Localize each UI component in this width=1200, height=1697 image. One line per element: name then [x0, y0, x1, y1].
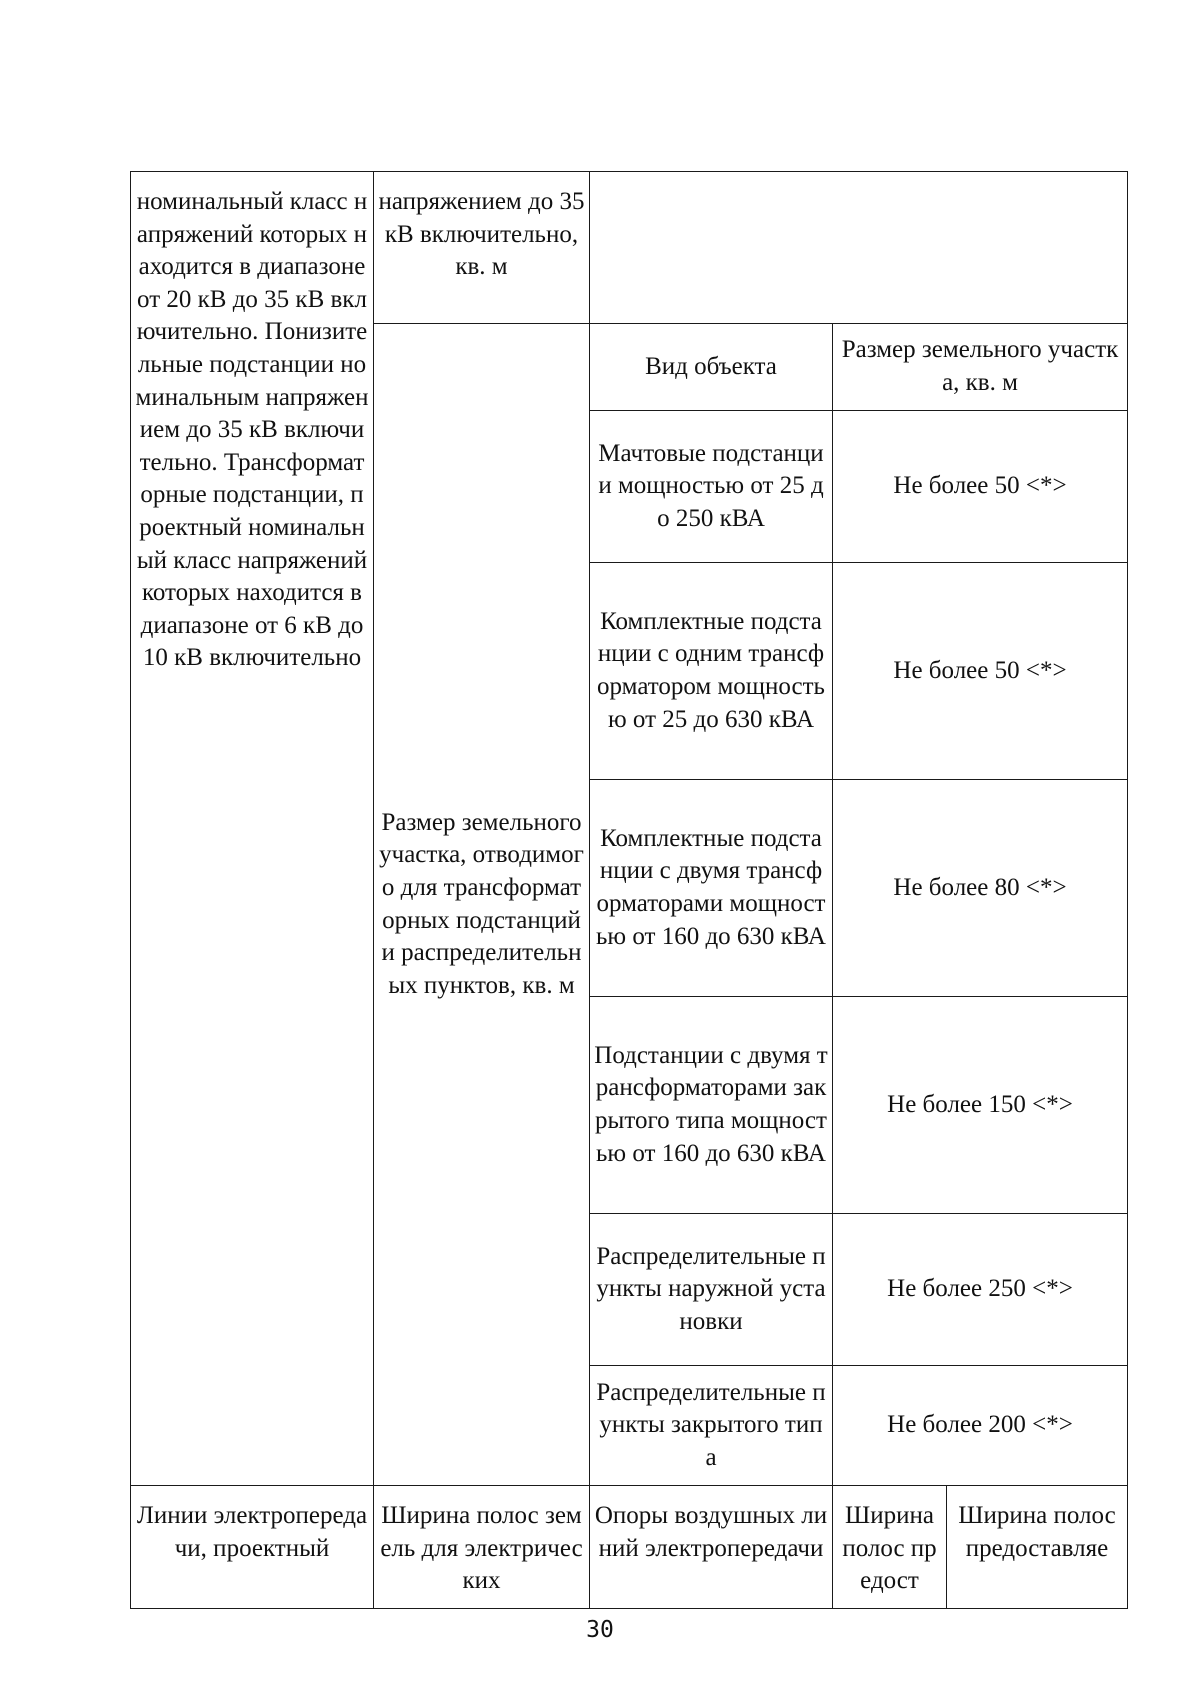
strip-width-short-cell: Ширина полос предост — [833, 1486, 947, 1609]
plot-size-cell: Не более 50 <*> — [833, 411, 1128, 563]
voltage-continuation-cell: напряжением до 35 кВ включительно, кв. м — [374, 172, 590, 324]
object-type-cell: Распределительные пункты наружной установки — [590, 1214, 833, 1366]
object-type-cell: Мачтовые подстанции мощностью от 25 до 250 кВА — [590, 411, 833, 563]
overhead-supports-cell: Опоры воздушных линий электропередачи — [590, 1486, 833, 1609]
object-type-cell: Комплектные подстанции с двумя трансформаторами мощностью от 160 до 630 кВА — [590, 780, 833, 997]
strip-width-provision-cell: Ширина полос предоставляе — [947, 1486, 1128, 1609]
object-category-cell: номинальный класс напряжений которых находится в диапазоне от 20 кВ до 35 кВ включительно. Понизительные подстанции номинальным напряжением до 35 кВ включительно. Трансформаторные подстанции, проектный номинальный класс напряжений которых находится в диапазоне от 6 кВ до 10 кВ включительно — [131, 172, 374, 1486]
plot-size-header: Размер земельного участка, кв. м — [833, 324, 1128, 411]
land-plot-table — [130, 171, 1128, 1609]
empty-cell — [590, 172, 1128, 324]
plot-size-cell: Не более 150 <*> — [833, 997, 1128, 1214]
object-type-header: Вид объекта — [590, 324, 833, 411]
plot-size-cell: Не более 80 <*> — [833, 780, 1128, 997]
plot-size-cell: Не более 200 <*> — [833, 1366, 1128, 1486]
power-lines-cell: Линии электропередачи, проектный — [131, 1486, 374, 1609]
object-type-cell: Распределительные пункты закрытого типа — [590, 1366, 833, 1486]
plot-size-cell: Не более 250 <*> — [833, 1214, 1128, 1366]
object-type-cell: Комплектные подстанции с одним трансформатором мощностью от 25 до 630 кВА — [590, 563, 833, 780]
size-label-cell: Размер земельного участка, отводимого для трансформаторных подстанций и распределительных пунктов, кв. м — [374, 324, 590, 1486]
plot-size-cell: Не более 50 <*> — [833, 563, 1128, 780]
strip-width-cell: Ширина полос земель для электрических — [374, 1486, 590, 1609]
object-type-cell: Подстанции с двумя трансформаторами закрытого типа мощностью от 160 до 630 кВА — [590, 997, 833, 1214]
page-number: 30 — [586, 1617, 614, 1643]
